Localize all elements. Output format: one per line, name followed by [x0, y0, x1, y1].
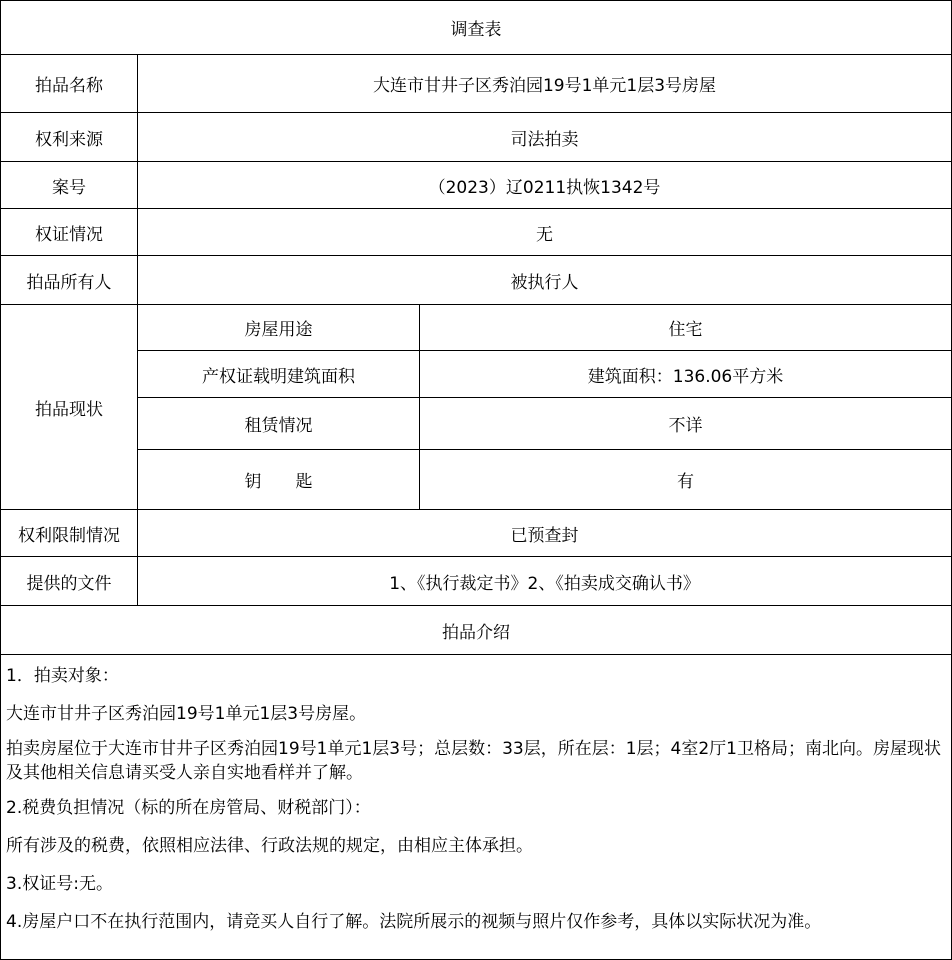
- restrictions-value: 已预查封: [138, 510, 952, 557]
- case-no-label: 案号: [1, 162, 138, 209]
- certificate-status-label: 权证情况: [1, 209, 138, 256]
- owner-value: 被执行人: [138, 256, 952, 305]
- usage-value: 住宅: [420, 305, 952, 351]
- key-label: 钥 匙: [138, 450, 420, 510]
- rights-source-value: 司法拍卖: [138, 113, 952, 162]
- documents-value: 1、《执行裁定书》2、《拍卖成交确认书》: [138, 557, 952, 606]
- intro-line-5: 所有涉及的税费，依照相应法律、行政法规的规定，由相应主体承担。: [6, 836, 533, 856]
- building-area-label: 产权证载明建筑面积: [138, 351, 420, 398]
- owner-label: 拍品所有人: [1, 256, 138, 305]
- intro-line-4: 2.税费负担情况（标的所在房管局、财税部门）：: [6, 798, 371, 818]
- building-area-value: 建筑面积：136.06平方米: [420, 351, 952, 398]
- intro-line-2: 大连市甘井子区秀泊园19号1单元1层3号房屋。: [6, 704, 367, 724]
- intro-line-1: 1．拍卖对象：: [6, 666, 119, 686]
- lease-label: 租赁情况: [138, 398, 420, 450]
- item-name-value: 大连市甘井子区秀泊园19号1单元1层3号房屋: [138, 55, 952, 113]
- intro-title: 拍品介绍: [1, 606, 952, 655]
- intro-line-3: 拍卖房屋位于大连市甘井子区秀泊园19号1单元1层3号；总层数：33层，所在层：1层；4室2厅1卫格局；南北向。房屋现状及其他相关信息请买受人亲自实地看样并了解。: [6, 739, 941, 783]
- table-title: 调查表: [1, 1, 952, 55]
- restrictions-label: 权利限制情况: [1, 510, 138, 557]
- intro-body: [1, 655, 952, 960]
- certificate-status-value: 无: [138, 209, 952, 256]
- usage-label: 房屋用途: [138, 305, 420, 351]
- lease-value: 不详: [420, 398, 952, 450]
- item-name-label: 拍品名称: [1, 55, 138, 113]
- key-value: 有: [420, 450, 952, 510]
- intro-line-6: 3.权证号:无。: [6, 874, 113, 894]
- case-no-value: （2023）辽0211执恢1342号: [138, 162, 952, 209]
- intro-line-7: 4.房屋户口不在执行范围内，请竞买人自行了解。法院所展示的视频与照片仅作参考，具体以实际状况为准。: [6, 912, 822, 932]
- documents-label: 提供的文件: [1, 557, 138, 606]
- current-status-label: 拍品现状: [1, 305, 138, 510]
- rights-source-label: 权利来源: [1, 113, 138, 162]
